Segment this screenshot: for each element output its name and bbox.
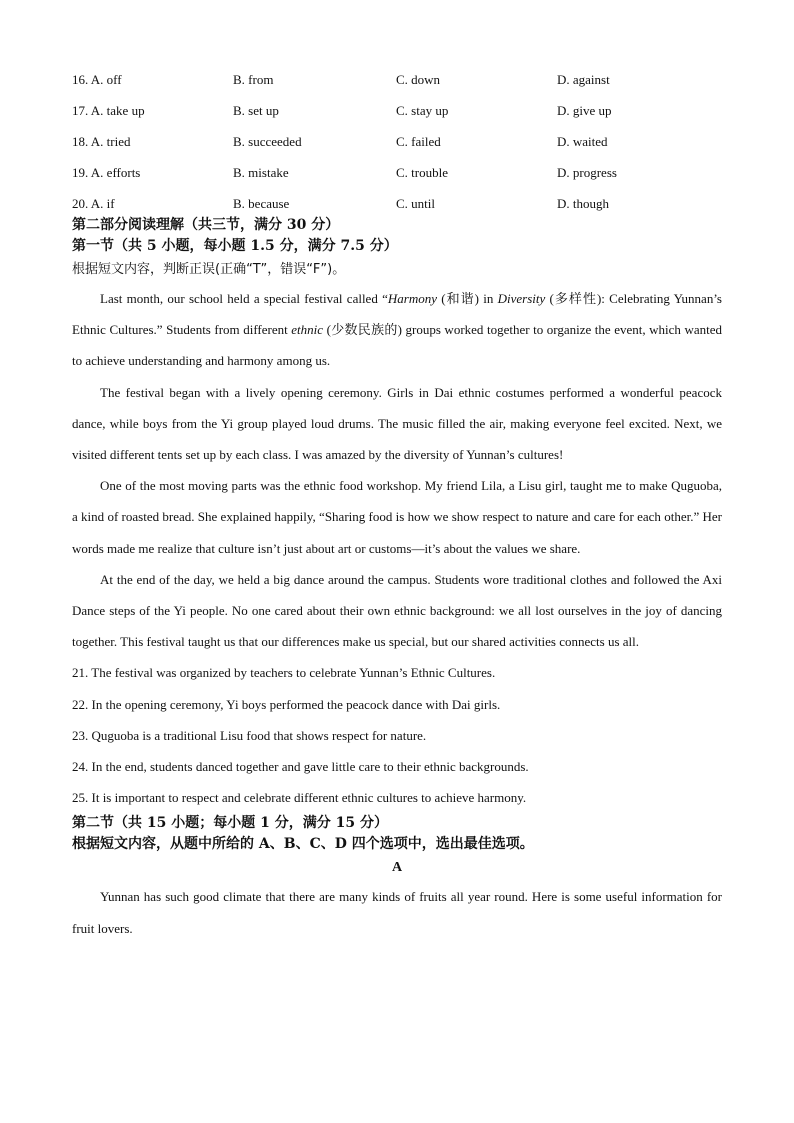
italic-term: Diversity bbox=[497, 291, 546, 306]
section2-heading: 第二节（共 15 小题；每小题 1 分，满分 15 分） bbox=[72, 815, 388, 832]
option-row-16 bbox=[72, 64, 722, 95]
option-a: 19. A. efforts bbox=[72, 165, 141, 181]
option-c: C. stay up bbox=[396, 102, 449, 118]
option-c: C. down bbox=[396, 71, 441, 87]
passage-a-paragraph-1: Yunnan has such good climate that there are many kinds of fruits all year round. Here is some useful information for fruit lovers. bbox=[72, 889, 722, 936]
text-run: (多样性): Celebrating Yunnan’s Ethnic Cultures.” Students from different bbox=[72, 291, 722, 338]
option-b: B. from bbox=[233, 71, 274, 87]
text-run: Last month, our school held a special festival called “ bbox=[100, 291, 388, 306]
question-23: 23. Quguoba is a traditional Lisu food that shows respect for nature. bbox=[72, 727, 427, 743]
section2-instruction: 根据短文内容，从题中所给的 A、B、C、D 四个选项中，选出最佳选项。 bbox=[72, 836, 534, 853]
option-row-18 bbox=[72, 126, 722, 157]
option-c: C. failed bbox=[396, 133, 441, 149]
option-a: 20. A. if bbox=[72, 196, 115, 212]
option-row-17 bbox=[72, 95, 722, 126]
section1-instruction: 根据短文内容，判断正误(正确“T”，错误“F”)。 bbox=[72, 262, 346, 277]
option-a: 16. A. off bbox=[72, 71, 122, 87]
option-c: C. trouble bbox=[396, 165, 448, 181]
reading-section bbox=[72, 215, 722, 944]
question-22: 22. In the opening ceremony, Yi boys performed the peacock dance with Dai girls. bbox=[72, 696, 501, 712]
cloze-options bbox=[72, 64, 722, 220]
section1-heading: 第一节（共 5 小题，每小题 1.5 分，满分 7.5 分） bbox=[72, 238, 398, 254]
option-b: B. succeeded bbox=[233, 133, 302, 149]
option-a: 17. A. take up bbox=[72, 102, 145, 118]
part2-heading: 第二部分阅读理解（共三节，满分 30 分） bbox=[72, 217, 340, 233]
option-a: 18. A. tried bbox=[72, 133, 131, 149]
question-25: 25. It is important to respect and celebrate different ethnic cultures to achieve harmony. bbox=[72, 790, 527, 806]
option-row-19 bbox=[72, 158, 722, 189]
option-d: D. though bbox=[557, 196, 609, 212]
option-b: B. set up bbox=[233, 102, 279, 118]
passage-paragraph-4: At the end of the day, we held a big dance around the campus. Students wore traditional clothes and followed the Axi Dance steps of the Yi people. No one cared about their own ethnic background: we all lost ourselves in the joy of dancing together. This festival taught us that our differences make us special, but our shared activities connects us all. bbox=[72, 571, 722, 650]
passage-paragraph-2: The festival began with a lively opening ceremony. Girls in Dai ethnic costumes performed a wonderful peacock dance, while boys from the Yi group played loud drums. The music filled the air, making everyone feel excited. Next, we visited different tents set up by each class. I was amazed by the diversity of Yunnan’s cultures! bbox=[72, 384, 722, 463]
option-d: D. against bbox=[557, 71, 610, 87]
italic-term: Harmony bbox=[387, 291, 437, 306]
passage-a-label: A bbox=[391, 860, 403, 876]
option-d: D. waited bbox=[557, 133, 608, 149]
italic-term: ethnic bbox=[291, 322, 324, 338]
question-24: 24. In the end, students danced together and gave little care to their ethnic backgrounds. bbox=[72, 759, 529, 775]
passage-paragraph-3: One of the most moving parts was the ethnic food workshop. My friend Lila, a Lisu girl, taught me to make Quguoba, a kind of roasted bread. She explained happily, “Sharing food is how we show respect to nature and care for each other.” Her words made me realize that culture isn’t just about art or customs—it’s about the values we share. bbox=[72, 478, 722, 556]
option-d: D. progress bbox=[557, 165, 617, 181]
text-run: (少数民族的) groups worked together to organize the event, which wanted to achieve understanding and harmony among us. bbox=[72, 322, 723, 369]
text-run: (和谐) in bbox=[436, 291, 498, 306]
option-d: D. give up bbox=[557, 102, 612, 118]
question-21: 21. The festival was organized by teachers to celebrate Yunnan’s Ethnic Cultures. bbox=[72, 665, 496, 681]
option-c: C. until bbox=[396, 196, 436, 212]
option-b: B. because bbox=[233, 196, 290, 212]
option-b: B. mistake bbox=[233, 165, 289, 181]
passage-paragraph-1 bbox=[72, 283, 722, 377]
